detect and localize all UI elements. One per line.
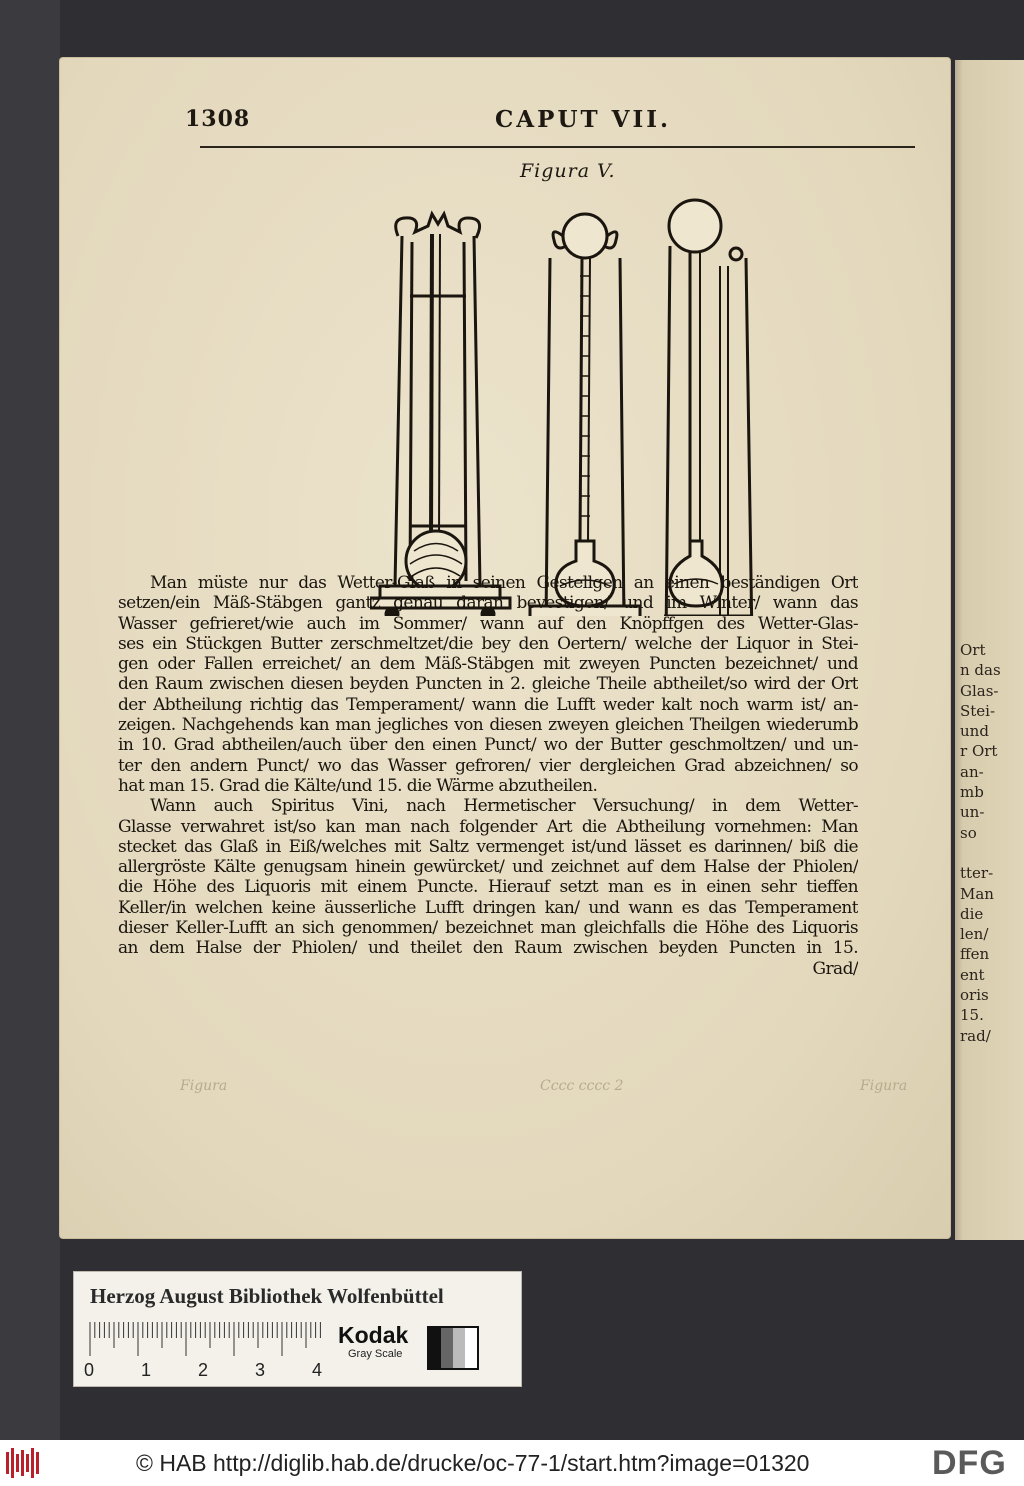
library-name: Herzog August Bibliothek Wolfenbüttel bbox=[90, 1284, 444, 1308]
body-line: hat man 15. Grad die Kälte/und 15. die Wärme abzutheilen. bbox=[118, 775, 598, 796]
hab-logo-icon bbox=[6, 1448, 40, 1478]
body-line: gen oder Fallen erreichet/ an dem Mäß-Stäbgen mit zweyen Puncten bezeichnet/ und bbox=[118, 654, 858, 675]
adjacent-line: ffen bbox=[960, 945, 990, 964]
header-rule bbox=[200, 146, 915, 148]
adjacent-line: Ort bbox=[960, 641, 986, 659]
body-line: zeigen. Nachgehends kan man jegliches von diesen zweyen gleichen Theilgen wiederumb bbox=[118, 715, 858, 736]
body-line: Wann auch Spiritus Vini, nach Hermetischer Versuchung/ in dem Wetter- bbox=[150, 796, 858, 817]
adjacent-line bbox=[960, 843, 1024, 863]
adjacent-line: r Ort bbox=[960, 742, 998, 761]
adjacent-line: rad/ bbox=[960, 1026, 991, 1045]
adjacent-line: die bbox=[960, 904, 984, 923]
scanner-bed bbox=[0, 0, 60, 1440]
body-line: den Raum zwischen diesen beyden Puncten in 2. gleiche Theile abtheilet/so wird der Ort bbox=[118, 674, 858, 695]
bleed-through-text-left: Figura bbox=[180, 1078, 228, 1094]
thermometer-1 bbox=[370, 214, 510, 616]
body-line: Grad/ bbox=[812, 958, 858, 979]
body-line: ter den andern Punct/ wo das Wasser gefroren/ vier dergleichen Grad abzeichnen/ so bbox=[118, 755, 858, 776]
copyright-url[interactable]: © HAB http://diglib.hab.de/drucke/oc-77-1/start.htm?image=01320 bbox=[136, 1450, 810, 1476]
body-line: die Höhe des Liquoris mit einem Puncte. Hierauf setzt man es in einen sehr tieffen bbox=[118, 877, 858, 898]
ruler-number: 0 bbox=[84, 1360, 95, 1380]
kodak-brand: Kodak bbox=[338, 1322, 409, 1348]
adjacent-line: un- bbox=[960, 803, 985, 822]
adjacent-line: ent bbox=[960, 965, 985, 984]
thermometer-2 bbox=[530, 214, 640, 616]
thermometer-3 bbox=[660, 200, 756, 616]
library-label bbox=[74, 1272, 521, 1386]
body-line: in 10. Grad abtheilen/auch über den einen Punct/ wo der Butter geschmoltzen/ und un- bbox=[118, 735, 858, 756]
bleed-through-text-right: Figura bbox=[860, 1078, 908, 1094]
adjacent-line: oris bbox=[960, 986, 989, 1005]
adjacent-line: tter- bbox=[960, 864, 994, 883]
body-line: an dem Halse der Phiolen/ und theilet den Raum zwischen beyden Puncten in 15. bbox=[118, 938, 858, 959]
body-line: Man müste nur das Wetter-Glaß in seinen Gestellgen an einen beständigen Ort bbox=[150, 573, 858, 593]
body-line: ses ein Stückgen Butter zerschmeltzet/die bey den Oertern/ welche der Liquor in Stei- bbox=[118, 633, 858, 654]
gray-scale-label: Gray Scale bbox=[348, 1348, 403, 1360]
adjacent-line: Man bbox=[960, 884, 994, 903]
body-line: Wasser gefrieret/wie auch im Sommer/ wann auf den Knöpffgen des Wetter-Glas- bbox=[118, 613, 858, 634]
body-line: allergröste Kälte genugsam hinein gewürcket/ und zeichnet auf dem Halse der Phiolen/ bbox=[118, 857, 858, 878]
adjacent-line: Stei- bbox=[960, 701, 996, 720]
adjacent-line: len/ bbox=[960, 925, 989, 944]
body-text bbox=[118, 573, 858, 979]
bleed-through-signature: Cccc cccc 2 bbox=[540, 1078, 624, 1094]
running-head: CAPUT VII. bbox=[495, 106, 671, 133]
adjacent-page-text bbox=[960, 640, 1024, 1046]
ruler-number: 4 bbox=[312, 1360, 323, 1380]
body-line: setzen/ein Mäß-Stäbgen gantz genau daran bevestigen/ und im Winter/ wann das bbox=[118, 593, 858, 614]
body-line: dieser Keller-Lufft an sich genommen/ bezeichnet man gleichfalls die Höhe des Liquoris bbox=[118, 918, 858, 939]
thermometer-woodcut bbox=[370, 196, 770, 616]
adjacent-line: an- bbox=[960, 762, 984, 781]
footer-bar bbox=[0, 1440, 1024, 1486]
ruler-number: 2 bbox=[198, 1360, 209, 1380]
ruler-number: 1 bbox=[141, 1360, 152, 1380]
adjacent-line: so bbox=[960, 823, 977, 842]
ruler-number: 3 bbox=[255, 1360, 266, 1380]
dfg-logo: DFG bbox=[932, 1444, 1007, 1482]
page-number: 1308 bbox=[185, 106, 251, 132]
adjacent-line: mb bbox=[960, 783, 984, 802]
body-line: stecket das Glaß in Eiß/welches mit Saltz vermenget ist/und lässet es darinnen/ biß die bbox=[118, 836, 858, 857]
gray-swatch bbox=[429, 1328, 477, 1368]
body-line: Keller/in welchen keine äusserliche Lufft dringen kan/ und wann es das Temperament bbox=[118, 897, 858, 918]
scale-ruler bbox=[88, 1322, 328, 1358]
body-line: der Abtheilung richtig das Temperament/ wann die Lufft weder kalt noch warm ist/ an- bbox=[118, 694, 858, 715]
adjacent-line: n das bbox=[960, 661, 1001, 680]
figure-label: Figura V. bbox=[520, 160, 616, 182]
body-line: Glasse verwahret ist/so kan man nach folgender Art die Abtheilung vornehmen: Man bbox=[118, 816, 858, 837]
adjacent-line: Glas- bbox=[960, 681, 999, 700]
adjacent-line: 15. bbox=[960, 1006, 984, 1025]
adjacent-line: und bbox=[960, 722, 989, 741]
